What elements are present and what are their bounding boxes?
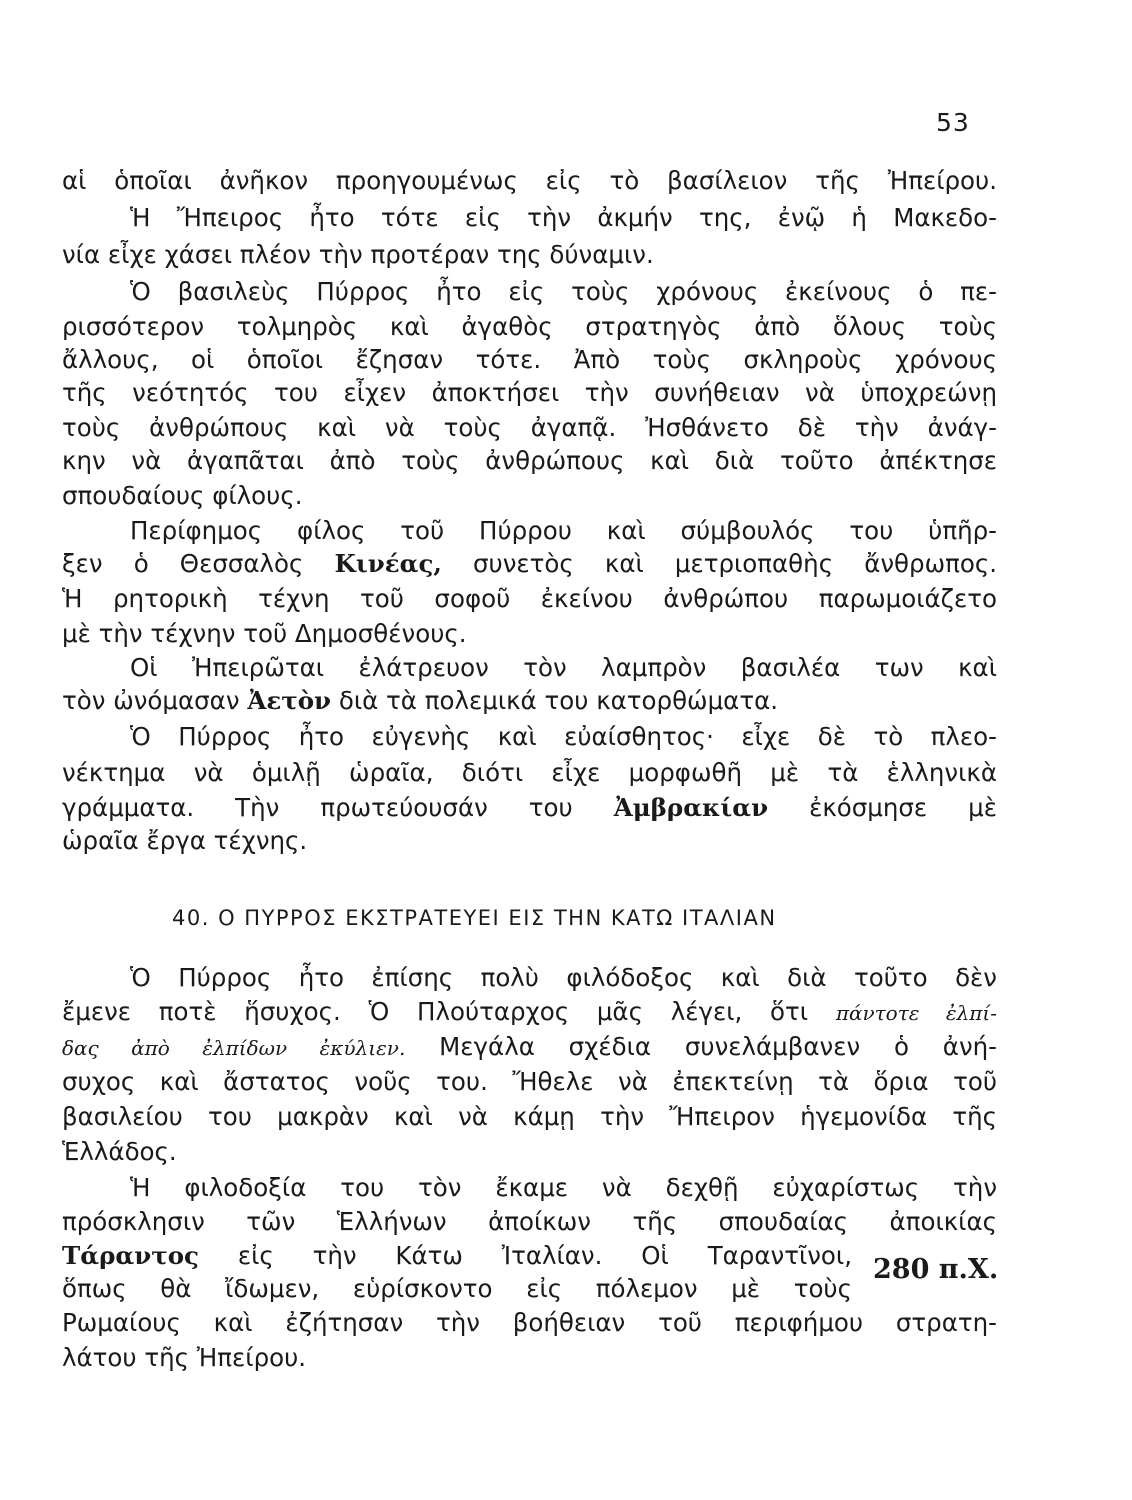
name-amvrakia: Ἀμβρακίαν xyxy=(613,793,769,822)
text-line: σπουδαίους φίλους. xyxy=(62,481,303,510)
page-number: 53 xyxy=(936,108,970,137)
text-line: μὲ τὴν τέχνην τοῦ Δημοσθένους. xyxy=(62,619,467,648)
text-line: Ὁ βασιλεὺς Πύρρος ἦτο εἰς τοὺς χρόνους ἐκείνους ὁ πε- xyxy=(130,277,997,306)
text-line: λάτου τῆς Ἠπείρου. xyxy=(62,1343,307,1372)
text-line: Ἡ Ἤπειρος ἦτο τότε εἰς τὴν ἀκμήν της, ἐνῷ ἡ Μακεδο- xyxy=(130,203,997,232)
text-line: δας ἀπὸ ἐλπίδων ἐκύλιεν. Μεγάλα σχέδια συνελάμβανεν ὁ ἀνή- xyxy=(62,1032,997,1061)
text-line: νία εἶχε χάσει πλέον τὴν προτέραν της δύναμιν. xyxy=(62,240,654,269)
name-kineas: Κινέας, xyxy=(334,549,442,578)
text-line: βασιλείου του μακρὰν καὶ νὰ κάμῃ τὴν Ἤπειρον ἡγεμονίδα τῆς xyxy=(62,1102,997,1131)
text-line: ρισσότερον τολμηρὸς καὶ ἀγαθὸς στρατηγὸς ἀπὸ ὅλους τοὺς xyxy=(62,312,997,341)
quote-plutarch: πάντοτε ἐλπί- xyxy=(835,1001,997,1025)
name-taras: Τάραντος xyxy=(62,1241,199,1270)
text-line: ὡραῖα ἔργα τέχνης. xyxy=(62,826,308,855)
text-line: ἄλλους, οἱ ὁποῖοι ἔζησαν τότε. Ἀπὸ τοὺς σκληροὺς χρόνους xyxy=(62,345,997,374)
text-line: ἔμενε ποτὲ ἥσυχος. Ὁ Πλούταρχος μᾶς λέγει, ὅτι πάντοτε ἐλπί- xyxy=(62,997,997,1026)
text-line: ξεν ὁ Θεσσαλὸς Κινέας, συνετὸς καὶ μετριοπαθὴς ἄνθρωπος. xyxy=(62,549,997,578)
text-line: Ἡ φιλοδοξία του τὸν ἔκαμε νὰ δεχθῇ εὐχαρίστως τὴν xyxy=(130,1173,997,1202)
text-line: τὸν ὠνόμασαν Ἀετὸν διὰ τὰ πολεμικά του κατορθώματα. xyxy=(62,686,779,715)
text-line: γράμματα. Τὴν πρωτεύουσάν του Ἀμβρακίαν ἐκόσμησε μὲ xyxy=(62,793,997,822)
text-line: Τάραντος εἰς τὴν Κάτω Ἰταλίαν. Οἱ Ταραντῖνοι, xyxy=(62,1241,852,1270)
text-line: Ὁ Πύρρος ἦτο εὐγενὴς καὶ εὐαίσθητος· εἶχε δὲ τὸ πλεο- xyxy=(130,722,997,751)
text-line: Οἱ Ἠπειρῶται ἐλάτρευον τὸν λαμπρὸν βασιλέα των καὶ xyxy=(130,653,997,682)
name-aeton: Ἀετὸν xyxy=(247,686,332,715)
text-line: κην νὰ ἀγαπᾶται ἀπὸ τοὺς ἀνθρώπους καὶ διὰ τοῦτο ἀπέκτησε xyxy=(62,446,997,475)
text-line: Ἡ ρητορικὴ τέχνη τοῦ σοφοῦ ἐκείνου ἀνθρώπου παρωμοιάζετο xyxy=(62,584,997,613)
text-line: ὅπως θὰ ἴδωμεν, εὑρίσκοντο εἰς πόλεμον μὲ τοὺς xyxy=(62,1274,852,1303)
text-line: πρόσκλησιν τῶν Ἑλλήνων ἀποίκων τῆς σπουδαίας ἀποικίας xyxy=(62,1207,997,1236)
text-line: Ὁ Πύρρος ἦτο ἐπίσης πολὺ φιλόδοξος καὶ διὰ τοῦτο δὲν xyxy=(130,963,997,992)
text-line: αἱ ὁποῖαι ἀνῆκον προηγουμένως εἰς τὸ βασίλειον τῆς Ἠπείρου. xyxy=(62,166,997,195)
quote-plutarch: δας ἀπὸ ἐλπίδων ἐκύλιεν. xyxy=(62,1036,406,1060)
text-line: Ρωμαίους καὶ ἐζήτησαν τὴν βοήθειαν τοῦ περιφήμου στρατη- xyxy=(62,1308,997,1337)
text-line: νέκτημα νὰ ὁμιλῇ ὡραῖα, διότι εἶχε μορφωθῆ μὲ τὰ ἑλληνικὰ xyxy=(62,758,997,787)
text-line: τοὺς ἀνθρώπους καὶ νὰ τοὺς ἀγαπᾷ. Ἠσθάνετο δὲ τὴν ἀνάγ- xyxy=(62,413,997,442)
text-line: Περίφημος φίλος τοῦ Πύρρου καὶ σύμβουλός του ὑπῆρ- xyxy=(130,516,997,545)
margin-date-note: 280 π.Χ. xyxy=(873,1254,999,1285)
text-line: Ἑλλάδος. xyxy=(62,1137,177,1166)
text-line: συχος καὶ ἄστατος νοῦς του. Ἤθελε νὰ ἐπεκτείνῃ τὰ ὅρια τοῦ xyxy=(62,1067,997,1096)
text-line: τῆς νεότητός του εἶχεν ἀποκτήσει τὴν συνήθειαν νὰ ὑποχρεώνῃ xyxy=(62,378,997,407)
section-heading: 40. Ο ΠΥΡΡΟΣ ΕΚΣΤΡΑΤΕΥΕΙ ΕΙΣ ΤΗΝ ΚΑΤΩ ΙΤΑΛΙΑΝ xyxy=(172,906,777,930)
